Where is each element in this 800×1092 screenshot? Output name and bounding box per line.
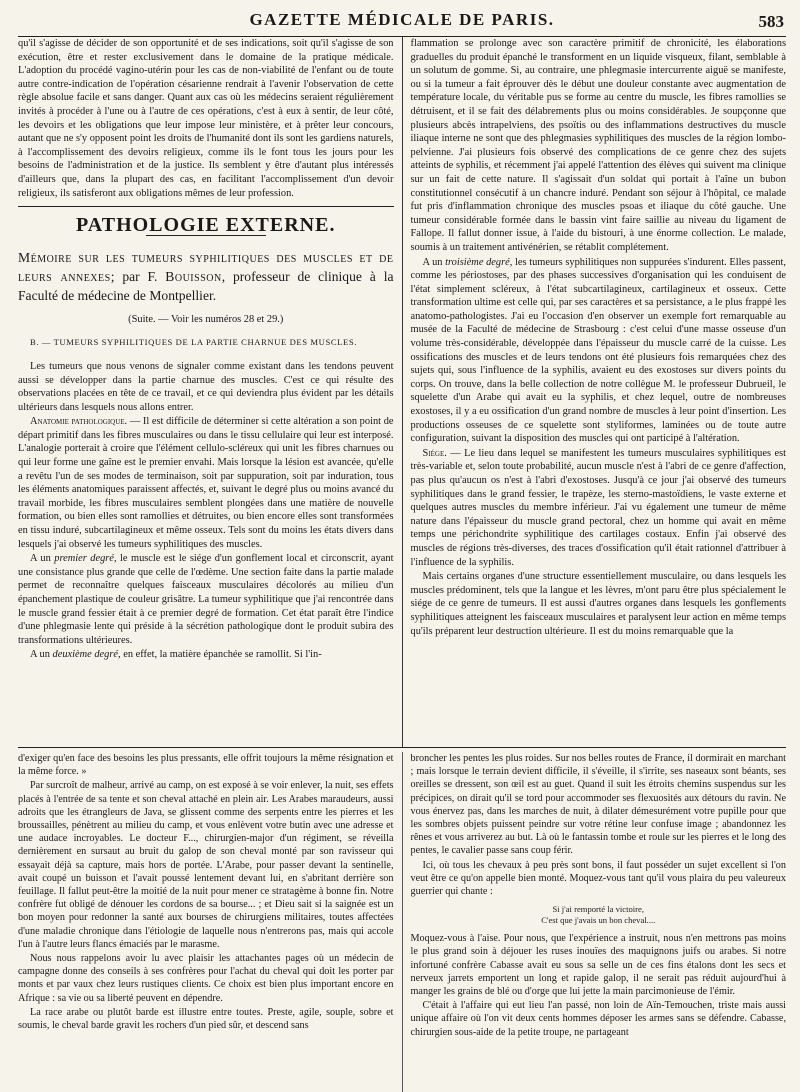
paragraph-body: , le muscle est le siége d'un gonflement local et circonscrit, ayant une consistance plus grande que celle de l'œdème. Une section faite dans la partie malade permet de reconnaître quelques faisceaux musculaires décolorés au milieu d'un épanchement plastique de couleur grisâtre. La tumeur syphilitique que j'ai rencontrée dans le muscle grand fessier était à ce premier degré de formation. Cet état paraît être l'indice d'une phlegmasie lente qui préside à la sécrétion pathologique dont le produit subira des transformations ultérieures. — [18, 553, 394, 646]
paragraph: Nous nous rappelons avoir lu avec plaisir les attachantes pages où un médecin de campagne donne des conseils à ses confrères pour l'achat du cheval qui doit les porter par monts et par vaux chez leurs rustiques clients. Ce choix est bien plus important encore en Afrique : sa vie ou sa liberté peuvent en dépendre. — [18, 953, 394, 1004]
paragraph-start: A un — [422, 256, 446, 268]
paragraph-start: A un — [30, 649, 53, 661]
paragraph: d'exiger qu'en face des besoins les plus pressants, elle offrit toujours la même résignation et la même force. » — [18, 753, 394, 778]
paragraph — [411, 447, 787, 569]
memoir-author: Bouisson — [165, 268, 222, 284]
article-section — [18, 37, 786, 748]
divider — [18, 206, 394, 207]
memoir-affiliation: , professeur de clinique à la Faculté de médecine de Montpellier. — [18, 268, 394, 303]
lower-right-column — [403, 752, 787, 1092]
memoir-title — [18, 248, 394, 305]
paragraph: qu'il s'agisse de décider de son opportunité et de ses indications, soit qu'il s'agisse de son exécution, être et rester exclusivement dans le domaine de la pratique médicale. L'adoption du procédé vagino-utérin pour les cas de non-viabilité de l'enfant ou de toute autre contre-indication de l'opération césarienne rendrait à l'avenir l'observation de cette règle absolue facile et sans danger. Quant aux cas où les médecins seraient régulièrement invités à procéder à l'une ou à l'autre de ces opérations, c'est à eux à sentir, de leur côté, les devoirs et les obligations que leur impose leur ministère, et à prêter leur concours, autant que ne s'y opposent point les droits de l'humanité dont ils sont les gardiens naturels, à l'accomplissement des devoirs religieux, comme ils le font tous les jours pour les besoins de l'administration et de la justice. Ils semblent y être d'autant plus intéressés d'ailleurs que, dans la plupart des cas, en facilitant l'accomplissement d'un devoir religieux, ils satisferont aux obligations mêmes de leur profession. — [18, 38, 394, 199]
paragraph: C'était à l'affaire qui eut lieu l'an passé, non loin de Aïn-Temouchen, triste mais aussi unique affaire où l'on vit deux cents hommes déposer les armes sans se défendre. Cabasse, chirurgien sous-aide de la petite troupe, ne partageant — [410, 1000, 786, 1038]
paragraph-body: , les tumeurs syphilitiques non suppurées s'indurent. Elles passent, comme les périostoses, par des phases successives d'organisation qui les conduisent de l'état simplement scléreux, à l'état subcartilagineux, cartilagineux et osseux. Cette transformation ultime est celle qui, par ses caractères et sa persistance, a le plus frappé les anatomo-pathologistes. J'ai eu l'occasion d'en observer un exemple fort remarquable au musée de la Faculté de médecine de Strasbourg : c'est celui d'une masse osseuse d'un volume très-considérable, développée dans l'épaisseur du muscle carré de la cuisse. Les ossifications des muscles et de leurs tendons ont été plusieurs fois remarquées chez des sujets qui, sous l'influence de la syphilis, avaient eu des exostoses sur divers points du corps. On trouve, dans la belle collection de notre collègue M. le professeur Dubrueil, le squelette d'un Arabe qui avait eu la syphilis, et chez lequel, outre de nombreuses exostoses, il y a eu ossification d'un grand nombre de muscles à leur point d'insertion. Les productions osseuses de ce squelette sont styliformes, laminées ou de toute autre configuration, suivant la disposition des muscles qui ont participé à l'altération. — [410, 256, 786, 445]
poem-quote — [411, 904, 787, 926]
subsection-heading: B. — TUMEURS SYPHILITIQUES DE LA PARTIE CHARNUE DES MUSCLES. — [30, 337, 357, 348]
emphasis: troisième degré — [445, 256, 510, 268]
continuation-note: (Suite. — Voir les numéros 28 et 29.) — [128, 313, 284, 325]
paragraph: broncher les pentes les plus roides. Sur nos belles routes de France, il dormirait en marchant ; mais lorsque le terrain devient difficile, il s'éveille, il s'irrite, ses naseaux sont béants, ses oreilles se dressent, son œil est au guet. Quand il suit les étroits chemins suspendus sur les précipices, on dirait qu'il se tord pour accommoder ses flexuosités aux détours du ravin. Ne vous énervez pas, dans les marches de nuit, à dilater démesurément votre pupille pour que les sombres objets puissent peindre sur votre rétine leur confuse image ; abandonnez les rênes et vous arriverez au but. Là où le fantassin tombe et roule sur les pierres et le long des pentes, le cavalier passe sans coup férir. — [410, 753, 786, 857]
upper-right-column — [403, 37, 787, 747]
paragraph — [18, 648, 394, 662]
memoir-title-main: Mémoire sur les tumeurs syphilitiques des muscles et de leurs annexes — [18, 249, 394, 284]
paragraph-body: — Il est difficile de déterminer si cette altération a son point de départ primitif dans les fibres musculaires ou dans le tissu cellulaire qui leur est interposé. L'analogie porterait à croire que l'élément cellulo-scléreux qui unit les fibres charnues ou qui leur forme une gaîne est le premier envahi. Mais lorsque la lésion est avancée, qu'elle a revêtu l'un de ses modes de terminaison, soit par suppuration, soit par induration, tous les éléments anatomiques paraissent affectés, et, suivant le degré plus ou moins avancé du travail morbide, les fibres musculaires semblent plongées dans une matière de nouvelle formation, ou bien elles sont ramollies et détruites, ou bien encore elles sont transformées en tissu induré, subcartilagineux et même osseux. Tels sont du moins les états divers dans lesquels j'ai observé les tumeurs syphilitiques des muscles. — [18, 416, 394, 550]
paragraph-start: A un — [30, 553, 55, 565]
feuilleton-section — [18, 752, 786, 1092]
upper-left-column — [18, 37, 402, 747]
paragraph: flammation se prolonge avec son caractère primitif de chronicité, les élaborations graduelles du produit épanché le transforment en un liquide visqueux, filant, semblable à un solutum de gomme. Si, au contraire, une phlegmasie intercurrente aiguë se manifeste, ou si la tumeur a fait éprouver dès le début une douleur constante avec augmentation de température locale, du véritable pus se forme au centre du muscle, les fibres ramollies se détruisent, et il se fait des délabrements plus ou moins considérables. Je soupçonne que plusieurs abcès intrapelviens, des psoïtis ou des inflammations destructives du muscle iliaque interne ne sont que des phlegmasies syphilitiques des muscles de la région lombo-pelvienne. J'ai plusieurs fois observé des complications de ce genre chez des sujets atteints de syphilis, et récemment j'ai appelé l'attention des élèves qui suivent ma clinique sur un fait de cette nature. Il s'agissait d'un soldat qui portait à l'aîne un bubon constitutionnel consécutif à un chancre induré. Pendant son séjour à l'hôpital, ce malade fut pris d'inflammation chronique des muscles psoas et iliaque du côté gauche. Une tumeur considérable formée dans le bassin vint faire saillie au niveau du ligament de Fallope. Il fallut donner issue, à l'aide du bistouri, à une énorme collection. Le malade, soumis à un traitement antivénérien, se rétablit complétement. — [410, 38, 786, 253]
paragraph: Moquez-vous à l'aise. Pour nous, que l'expérience a instruit, nous n'en mettrons pas moins le plus grand soin à déjouer les ruses inouïes des maquignons juifs ou arabes. Si notre infortuné confrère Cabasse avait eu sous sa selle un de ces fins étalons dont les secs et nerveux jarrets emportent un long et rapide galop, il ne serait pas réduit aujourd'hui à manger les grains de blé ou d'orge que lui jette la main parcimonieuse de l'émir. — [410, 933, 786, 998]
paragraph-lead: Siége. — [422, 447, 447, 459]
paragraph — [411, 256, 787, 446]
emphasis: premier degré — [54, 553, 114, 565]
paragraph: Par surcroît de malheur, arrivé au camp, on est exposé à se voir enlever, la nuit, ses effets placés à l'entrée de sa tente et son cheval attaché en plein air. Les Arabes maraudeurs, aussi adroits que les étrangleurs de Java, se glissent comme des serpents entre les pierres et les broussailles, pénètrent au milieu du camp, et vous enlèvent votre butin avec une adresse et une audace incroyables. Le docteur F..., chirurgien-major d'un régiment, se réveilla dernièrement en sursaut au bruit du galop de son cheval monté par son ravisseur qui essayait déjà sa capture, mais hors de portée. L'Arabe, pour passer devant la sentinelle, avait coupé un buisson et l'avait poussé lentement devant lui, en s'abritant derrière son feuillage. Il fallut peut-être la moitié de la nuit pour mener ce stratagème à bonne fin. Notre confrère fut obligé de dénouer les cordons de sa bourse... ; et Dieu sait si la saignée est un bon moyen pour redonner la santé aux bourses de chirurgiens militaires, toutes affectées d'une maladie chronique dans l'étiologie de laquelle nous n'entrerons pas, mais qui accole l'un à l'autre leurs flancs émaciés par le marasme. — [18, 780, 394, 950]
section-heading: PATHOLOGIE EXTERNE. — [76, 214, 336, 237]
poem-line: C'est que j'avais un bon cheval.... — [541, 915, 656, 926]
paragraph: La race arabe ou plutôt barde est illustre entre toutes. Preste, agile, souple, sobre et soumis, le cheval barde gravit les rochers d'un pied sûr, et descend sans — [18, 1006, 394, 1032]
journal-title: GAZETTE MÉDICALE DE PARIS. — [249, 10, 555, 29]
emphasis: deuxième degré — [52, 649, 119, 661]
poem-line: Si j'ai remporté la victoire, — [552, 904, 644, 915]
paragraph-body: , en effet, la matière épanchée se ramollit. Si l'in- — [118, 649, 322, 661]
paragraph: Ici, où tous les chevaux à peu près sont bons, il faut posséder un sujet excellent si l'on veut être ce qu'on appelle bien monté. Moquez-vous tant qu'il vous plaira du peu valeureux guerrier qui chante : — [410, 859, 786, 898]
paragraph: Mais certains organes d'une structure essentiellement musculaire, ou dans lesquels les muscles prédominent, tels que la langue et les lèvres, m'ont paru être plus spécialement le siége de ce genre de tumeurs. Il est aussi d'autres organes dans lesquels les gonflements syphilitiques atteignent les faisceaux musculaires et paralysent leur action en même temps qu'ils préparent leur destruction ultérieure. Il est du moins remarquable que la — [410, 571, 786, 637]
paragraph-body: — Le lieu dans lequel se manifestent les tumeurs musculaires syphilitiques est très-variable et, selon toute probabilité, aucun muscle n'est à l'abri de ce genre d'affection, pas plus qu'aucun os n'est à l'abri d'exostoses. Jusqu'à ce jour j'ai observé des tumeurs syphilitiques dans le grand fessier, le trapèze, les sterno-mastoïdiens, le vaste externe et quelques autres muscles du membre inférieur. J'ai vu également une tumeur de même nature dans l'épaisseur du muscle grand pectoral, chez un homme qui avait en même temps une périchondrite syphilitique des cartilages costaux. Enfin j'ai observé des muscles de régions très-diverses, des traces d'ossification qu'il était rationnel d'attribuer à l'influence de la syphilis. — [410, 447, 786, 568]
page-number: 583 — [758, 12, 784, 31]
paragraph — [18, 552, 394, 647]
paragraph: Les tumeurs que nous venons de signaler comme existant dans les tendons peuvent aussi se développer dans la partie charnue des muscles. C'est ce qui résulte des observations placées en tête de ce travail, et ce qui deviendra plus évident par les détails ultérieurs dans lesquels nous allons entrer. — [18, 360, 394, 413]
paragraph — [18, 415, 394, 551]
memoir-title-by: ; par F. — [110, 268, 166, 284]
paragraph-lead: Anatomie pathologique. — [30, 416, 128, 428]
lower-left-column — [18, 752, 402, 1092]
page-header — [18, 10, 786, 37]
